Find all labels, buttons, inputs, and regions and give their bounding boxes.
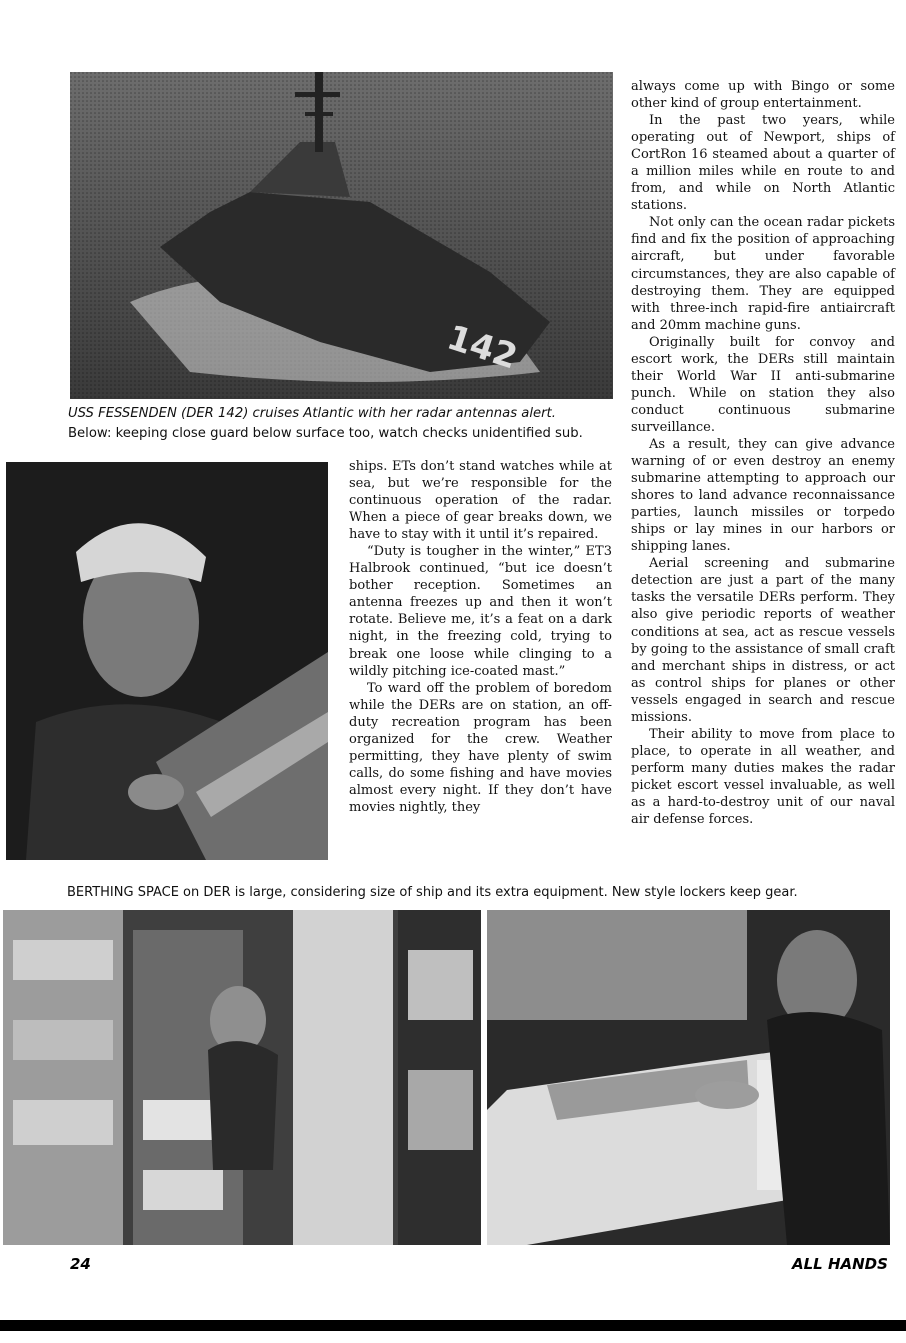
caption-top-line-2: Below: keeping close guard below surface too, watch checks unidentified sub. [68, 426, 583, 441]
article-paragraph: always come up with Bingo or some other kind of group entertainment. [631, 79, 895, 112]
publication-name: ALL HANDS [792, 1255, 888, 1273]
article-paragraph: ships. ETs don’t stand watches while at sea, but we’re responsible for the continuous operation of the radar. When a piece of gear breaks down, we have to stay with it until it’s repaired. [349, 459, 612, 543]
article-paragraph: Not only can the ocean radar pickets find and fix the position of approaching aircraft, but under favorable circumstances, they are also capable of destroying them. They are equipped with three-inch rapid-fire antiaircraft and 20mm machine guns. [631, 215, 895, 333]
article-column-right [631, 78, 895, 828]
berthing-photo-right [487, 910, 890, 1245]
article-paragraph: Their ability to move from place to place, to operate in all weather, and perform many duties makes the radar picket escort vessel invaluable, as well as a hard-to-destroy unit of our naval air defense forces. [631, 726, 895, 828]
bottom-rule [0, 1320, 906, 1331]
caption-top-line-1: USS FESSENDEN (DER 142) cruises Atlantic with her radar antennas alert. [68, 406, 556, 421]
article-paragraph: Aerial screening and submarine detection are just a part of the many tasks the versatile DERs perform. They also give periodic reports of weather conditions at sea, act as rescue vessels by going to the assistance of small craft and merchant ships in distress, or act as control ships for planes or other vessels engaged in search and rescue missions. [631, 556, 895, 725]
article-paragraph: To ward off the problem of boredom while the DERs are on station, an off-duty recreation program has been organized for the crew. Weather permitting, they have plenty of swim calls, do some fishing and have movies almost every night. If they don’t have movies nightly, they [349, 680, 612, 815]
page-number: 24 [70, 1255, 91, 1273]
hull-number-text: 142 [442, 317, 523, 378]
berthing-right-image [487, 910, 890, 1245]
article-paragraph: As a result, they can give advance warning of or even destroy an enemy submarine attempting to approach our shores to land advance reconnaissance parties, launch missiles or torpedo ships or lay mines in our harbors or shipping lanes. [631, 436, 895, 555]
berthing-left-image [3, 910, 481, 1245]
berthing-caption: BERTHING SPACE on DER is large, considering size of ship and its extra equipment. New style lockers keep gear. [67, 885, 798, 900]
berthing-photo-left [3, 910, 481, 1245]
article-paragraph: “Duty is tougher in the winter,” ET3 Halbrook continued, “but ice doesn’t bother reception. Sometimes an antenna freezes up and then it won’t rotate. Believe me, it’s a feat on a dark night, in the freezing cold, trying to break one loose while clinging to a wildly pitching ice-coated mast.” [349, 544, 612, 679]
ship-photo-caption [68, 404, 613, 444]
article-column-middle [349, 458, 612, 816]
ship-photo [70, 72, 613, 399]
ship-photo-image [70, 72, 613, 399]
sailor-photo [6, 462, 328, 860]
article-paragraph: Originally built for convoy and escort work, the DERs still maintain their World War II anti-submarine punch. While on station they also conduct continuous submarine surveillance. [631, 334, 895, 435]
sailor-photo-image [6, 462, 328, 860]
article-paragraph: In the past two years, while operating out of Newport, ships of CortRon 16 steamed about a quarter of a million miles while en route to and from, and while on North Atlantic stations. [631, 113, 895, 214]
